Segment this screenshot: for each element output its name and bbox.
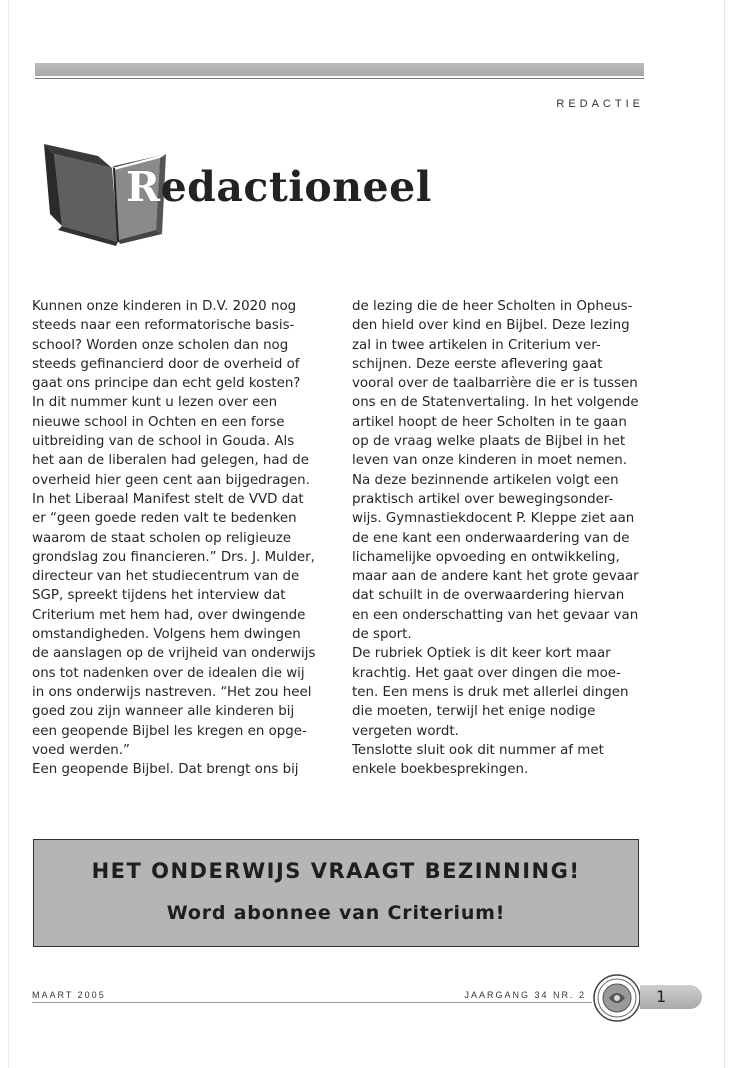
page-edge-left bbox=[8, 0, 9, 1068]
article-line: ons tot nadenken over de idealen die wij bbox=[32, 665, 305, 681]
article-line: een geopende Bijbel les kregen en opge- bbox=[32, 723, 307, 739]
section-label: REDACTIE bbox=[556, 98, 644, 110]
article-line: Na deze bezinnende artikelen volgt een bbox=[352, 472, 619, 488]
article-line: omstandigheden. Volgens hem dwingen bbox=[32, 627, 301, 643]
header-band bbox=[35, 63, 644, 76]
article-line: Kunnen onze kinderen in D.V. 2020 nog bbox=[32, 299, 297, 314]
seal-emblem-icon bbox=[592, 973, 642, 1023]
title-first-letter: R bbox=[126, 163, 161, 211]
article-line: artikel hoopt de heer Scholten in te gaan bbox=[352, 414, 627, 430]
article-line: praktisch artikel over bewegingsonder- bbox=[352, 491, 614, 507]
article-line: maar aan de andere kant het grote gevaar bbox=[352, 569, 639, 585]
article-line: en een onderschatting van het gevaar van bbox=[352, 607, 639, 623]
article-line: gaat ons principe dan echt geld kosten? bbox=[32, 376, 301, 392]
article-line: ten. Een mens is druk met allerlei dingen bbox=[352, 684, 629, 700]
article-line: vooral over de taalbarrière die er is tussen bbox=[352, 376, 638, 392]
article-line: die moeten, terwijl het enige nodige bbox=[352, 704, 596, 720]
banner-headline: HET ONDERWIJS VRAAGT BEZINNING! bbox=[91, 859, 581, 883]
title-rest: edactioneel bbox=[160, 163, 432, 211]
article-line: lichamelijke opvoeding en ontwikkeling, bbox=[352, 549, 620, 565]
article-line: vergeten wordt. bbox=[352, 723, 459, 739]
article-line: ons en de Statenvertaling. In het volgende bbox=[352, 395, 639, 411]
article-line: In dit nummer kunt u lezen over een bbox=[32, 395, 278, 411]
article-column-right bbox=[352, 297, 657, 779]
banner-subline: Word abonnee van Criterium! bbox=[166, 902, 506, 924]
article-line: SGP, spreekt tijdens het interview dat bbox=[32, 588, 286, 604]
page-number-tab bbox=[640, 985, 702, 1009]
article-line: waarom de staat scholen op religieuze bbox=[32, 530, 291, 546]
article-line: De rubriek Optiek is dit keer kort maar bbox=[352, 646, 611, 662]
article-line: wijs. Gymnastiekdocent P. Kleppe ziet aan bbox=[352, 511, 635, 527]
article-line: er “geen goede reden valt te bedenken bbox=[32, 511, 297, 527]
header-rule bbox=[35, 78, 644, 79]
page-edge-right bbox=[724, 0, 725, 1068]
article-line: het aan de liberalen had gelegen, had de bbox=[32, 453, 310, 469]
footer-rule bbox=[32, 1002, 592, 1003]
article-line: in ons onderwijs nastreven. “Het zou heel bbox=[32, 684, 312, 700]
article-line: voed werden.” bbox=[32, 742, 130, 758]
footer-date: MAART 2005 bbox=[32, 990, 106, 1000]
article-line: den hield over kind en Bijbel. Deze lezing bbox=[352, 318, 630, 334]
article-line: steeds gefinancierd door de overheid of bbox=[32, 356, 300, 372]
article-line: grondslag zou financieren.” Drs. J. Mulder, bbox=[32, 549, 315, 565]
footer-issue: JAARGANG 34 NR. 2 bbox=[464, 990, 586, 1000]
article-line: zal in twee artikelen in Criterium ver- bbox=[352, 337, 601, 353]
article-line: school? Worden onze scholen dan nog bbox=[32, 337, 289, 353]
article-line: overheid hier geen cent aan bijgedragen. bbox=[32, 472, 310, 488]
article-title bbox=[126, 163, 432, 211]
article-line: steeds naar een reformatorische basis- bbox=[32, 318, 295, 334]
article-line: Criterium met hem had, over dwingende bbox=[32, 607, 306, 623]
article-line: In het Liberaal Manifest stelt de VVD dat bbox=[32, 491, 304, 507]
article-line: directeur van het studiecentrum van de bbox=[32, 569, 300, 585]
article-line: leven van onze kinderen in moet nemen. bbox=[352, 453, 628, 469]
article-line: dat schuilt in de overwaardering hiervan bbox=[352, 588, 625, 604]
article-line: nieuwe school in Ochten en een forse bbox=[32, 414, 285, 430]
article-line: op de vraag welke plaats de Bijbel in het bbox=[352, 434, 626, 450]
article-line: goed zou zijn wanneer alle kinderen bij bbox=[32, 704, 295, 720]
article-line: krachtig. Het gaat over dingen die moe- bbox=[352, 665, 621, 681]
article-line: de lezing die de heer Scholten in Opheus- bbox=[352, 299, 633, 314]
subscribe-banner bbox=[33, 839, 639, 947]
article-line: de aanslagen op de vrijheid van onderwijs bbox=[32, 646, 316, 662]
article-column-left bbox=[32, 297, 337, 779]
article-line: Tenslotte sluit ook dit nummer af met bbox=[352, 742, 604, 758]
page-number: 1 bbox=[656, 987, 667, 1006]
article-line: uitbreiding van de school in Gouda. Als bbox=[32, 434, 295, 450]
article-line: de ene kant een onderwaardering van de bbox=[352, 530, 630, 546]
article-line: schijnen. Deze eerste aflevering gaat bbox=[352, 356, 603, 372]
article-line: de sport. bbox=[352, 627, 412, 643]
article-line: Een geopende Bijbel. Dat brengt ons bij bbox=[32, 762, 299, 778]
article-line: enkele boekbesprekingen. bbox=[352, 762, 529, 778]
